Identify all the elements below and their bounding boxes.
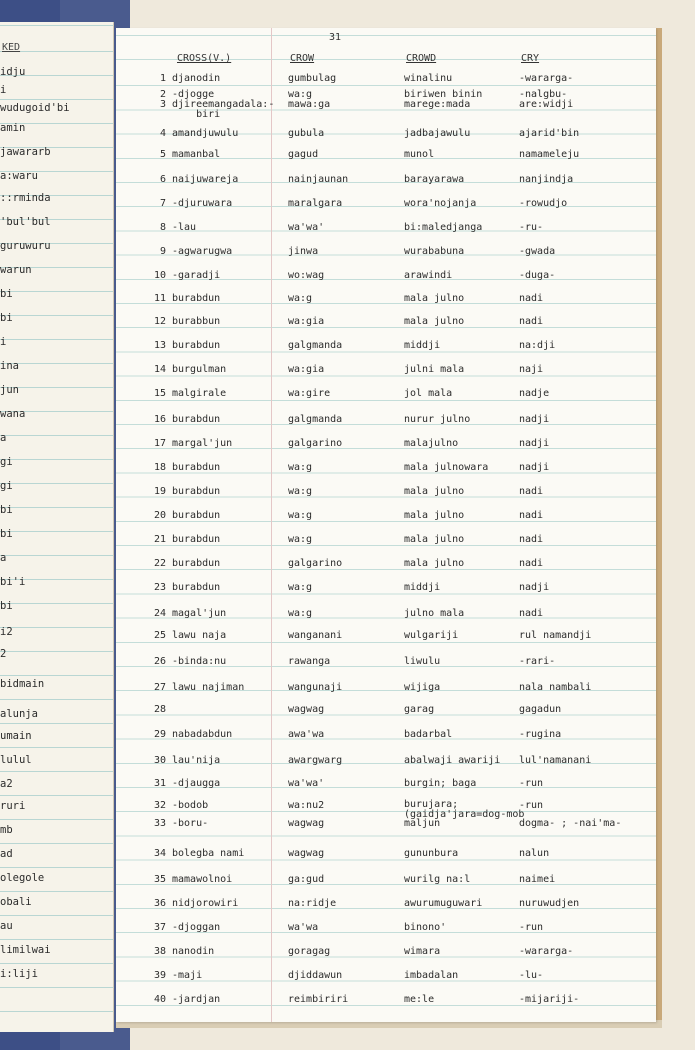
cell-c4: -lu- [519,970,544,981]
cell-c3: me:le [404,994,435,1005]
row-number: 24 [153,608,166,619]
cell-c4: nalun [519,848,550,859]
cell-c1: -djogge djireemangadala:- biri [172,89,275,120]
cell-c2: wa:g [288,510,313,521]
cell-c2: galgarino [288,558,343,569]
cell-c1: naijuwareja [172,174,239,185]
cell-c4: -gwada [519,246,556,257]
left-page-fragment: a:waru [0,170,38,182]
cell-c3: munol [404,149,435,160]
left-page-fragment: mb [0,824,13,836]
cell-c2: rawanga [288,656,331,667]
left-page [0,22,114,1032]
cell-c1: -binda:nu [172,656,227,667]
cell-c2: wa:g [288,608,313,619]
row-number: 21 [153,534,166,545]
cell-c2: galgmanda [288,414,343,425]
cell-c3: maljun [404,818,441,829]
cell-c3: arawindi [404,270,453,281]
row-number: 15 [153,388,166,399]
cell-c2: wa:g [288,534,313,545]
header-crow: CROW [290,53,315,64]
row-number: 33 [153,818,166,829]
row-number: 39 [153,970,166,981]
cell-c1: burabdun [172,293,221,304]
cell-c4: nanjindja [519,174,574,185]
row-number: 14 [153,364,166,375]
cell-c3: mala julno [404,316,465,327]
cell-c3: mala julnowara [404,462,489,473]
cell-c2: wa:g [288,462,313,473]
cell-c2: djiddawun [288,970,343,981]
cell-c1: burabdun [172,462,221,473]
cell-c1: burabdun [172,534,221,545]
row-number: 28 [153,704,166,715]
row-number: 26 [153,656,166,667]
cell-c4: -run [519,778,544,789]
cell-c3: mala julno [404,558,465,569]
cell-c2: awa'wa [288,729,325,740]
row-number: 23 [153,582,166,593]
cell-c4: nadji [519,462,550,473]
cell-c4: nadi [519,558,544,569]
cell-c3: wurilg na:l [404,874,471,885]
cell-c3: burujara; (gaidja'jara=dog-mob [404,799,525,820]
cell-c4: namameleju [519,149,580,160]
left-page-fragment: i [0,336,7,348]
cell-c4: rul namandji [519,630,592,641]
left-page-fragment: bidmain [0,678,45,690]
cell-c4: -ru- [519,222,544,233]
left-page-fragment: ina [0,360,19,372]
cell-c4: -rowudjo [519,198,568,209]
cell-c4: -nalgbu- are:widji [519,89,574,110]
cell-c1: lau'nija [172,755,221,766]
cell-c3: mala julno [404,510,465,521]
cell-c1: margal'jun [172,438,233,449]
cell-c2: gumbulag [288,73,337,84]
cell-c2: na:ridje [288,898,337,909]
cell-c3: julno mala [404,608,465,619]
row-number: 16 [153,414,166,425]
left-page-fragment: a2 [0,778,13,790]
cell-c1: -garadji [172,270,221,281]
row-number: 17 [153,438,166,449]
cell-c4: -mijariji- [519,994,580,1005]
row-number: 8 [159,222,166,233]
row-number: 12 [153,316,166,327]
cell-c2: wa'wa' [288,222,325,233]
cell-c2: wo:wag [288,270,325,281]
cell-c1: bolegba nami [172,848,245,859]
cell-c3: wurababuna [404,246,465,257]
row-number: 36 [153,898,166,909]
cell-c3: malajulno [404,438,459,449]
left-page-fragment: ad [0,848,13,860]
header-cross: CROSS(V.) [177,53,232,64]
left-page-fragment: wana [0,408,26,420]
cell-c4: -rari- [519,656,556,667]
left-page-fragment: bi [0,288,13,300]
left-page-fragment: lulul [0,754,32,766]
cell-c3: gununbura [404,848,459,859]
left-page-fragment: 'bul'bul [0,216,51,228]
left-page-fragment: alunja [0,708,38,720]
cell-c4: nala nambali [519,682,592,693]
row-number: 7 [159,198,166,209]
cell-c4: nadi [519,486,544,497]
cell-c3: awurumuguwari [404,898,483,909]
cell-c2: jinwa [288,246,319,257]
cell-c1: malgirale [172,388,227,399]
left-page-fragment: bi [0,600,13,612]
cell-c4: ajarid'bin [519,128,580,139]
cell-c1: burabdun [172,486,221,497]
row-number: 35 [153,874,166,885]
cell-c3: binono' [404,922,447,933]
left-page-fragment: ::rminda [0,192,51,204]
cell-c3: wora'nojanja [404,198,477,209]
cell-c2: gagud [288,149,319,160]
header-cry: CRY [521,53,540,64]
left-page-fragment: 2 [0,648,7,660]
left-page-fragment: bi'i [0,576,26,588]
cell-c3: middji [404,340,441,351]
cell-c4: nadje [519,388,550,399]
cell-c2: nainjaunan [288,174,349,185]
cell-c1: mamanbal [172,149,221,160]
cell-c4: na:dji [519,340,556,351]
left-page-fragment: idju [0,66,26,78]
cell-c3: wijiga [404,682,441,693]
cell-c3: wulgariji [404,630,459,641]
row-number: 19 [153,486,166,497]
left-page-fragment: bi [0,528,13,540]
cell-c3: barayarawa [404,174,465,185]
cell-c1: -bodob [172,800,209,811]
cell-c1: -boru- [172,818,209,829]
cell-c1: lawu najiman [172,682,245,693]
cell-c1: burabdun [172,510,221,521]
cell-c4: -run [519,800,544,811]
cell-c4: naji [519,364,544,375]
cell-c1: nidjorowiri [172,898,239,909]
cell-c1: burabdun [172,558,221,569]
cell-c1: nabadabdun [172,729,233,740]
cell-c1: burgulman [172,364,227,375]
cell-c2: wa'wa' [288,778,325,789]
cell-c2: wagwag [288,848,325,859]
cell-c4: nadi [519,293,544,304]
cell-c1: mamawolnoi [172,874,233,885]
row-number: 13 [153,340,166,351]
cell-c1: nanodin [172,946,215,957]
row-number: 20 [153,510,166,521]
row-number: 30 [153,755,166,766]
left-page-fragment: gi [0,480,13,492]
cell-c2: reimbiriri [288,994,349,1005]
left-page-fragment: wudugoid'bi [0,102,70,114]
cell-c2: wa:g mawa:ga [288,89,331,110]
cell-c2: gubula [288,128,325,139]
left-page-fragment: amin [0,122,26,134]
cell-c3: liwulu [404,656,441,667]
cell-c1: -maji [172,970,203,981]
cell-c3: nurur julno [404,414,471,425]
cell-c4: nadi [519,608,544,619]
cell-c1: lawu naja [172,630,227,641]
cell-c2: wa:g [288,293,313,304]
row-number: 31 [153,778,166,789]
cell-c4: nadi [519,534,544,545]
cell-c1: burabbun [172,316,221,327]
cell-c2: wa:nu2 [288,800,325,811]
cell-c2: wa'wa [288,922,319,933]
cell-c1: -djoggan [172,922,221,933]
cell-c2: wangunaji [288,682,343,693]
row-number: 2 3 [159,89,166,110]
left-page-fragment: olegole [0,872,45,884]
row-number: 5 [159,149,166,160]
row-number: 38 [153,946,166,957]
cell-c3: imbadalan [404,970,459,981]
left-page-fragment: warun [0,264,32,276]
cell-c2: awargwarg [288,755,343,766]
row-number: 10 [153,270,166,281]
cell-c3: jadbajawulu [404,128,471,139]
cell-c4: -duga- [519,270,556,281]
left-page-fragment: a [0,552,7,564]
row-number: 27 [153,682,166,693]
cell-c3: badarbal [404,729,453,740]
row-number: 4 [159,128,166,139]
row-number: 25 [153,630,166,641]
cell-c4: nadi [519,316,544,327]
cell-c4: dogma- ; -nai'ma- [519,818,622,829]
cell-c3: mala julno [404,486,465,497]
cell-c3: bi:maledjanga [404,222,483,233]
left-page-fragment: umain [0,730,32,742]
left-page-fragment: jawararb [0,146,51,158]
row-number: 22 [153,558,166,569]
cell-c1: burabdun [172,582,221,593]
left-page-fragment: jun [0,384,19,396]
right-page [116,28,656,1022]
left-page-fragment: i:liji [0,968,38,980]
margin-line [271,28,272,1022]
cell-c1: -agwarugwa [172,246,233,257]
header-crowd: CROWD [406,53,437,64]
cell-c2: wagwag [288,704,325,715]
cell-c3: burgin; baga [404,778,477,789]
row-number: 34 [153,848,166,859]
cell-c1: -lau [172,222,197,233]
cell-c3: mala julno [404,534,465,545]
row-number: 9 [159,246,166,257]
left-page-fragment: i2 [0,626,13,638]
cell-c3: garag [404,704,435,715]
cell-c2: wa:gia [288,316,325,327]
row-number: 40 [153,994,166,1005]
cell-c2: galgarino [288,438,343,449]
row-number: 6 [159,174,166,185]
cell-c1: amandjuwulu [172,128,239,139]
cell-c4: lul'namanani [519,755,592,766]
left-page-fragment: bi [0,504,13,516]
cell-c4: nuruwudjen [519,898,580,909]
row-number: 32 [153,800,166,811]
left-page-fragment: au [0,920,13,932]
cell-c2: wa:gia [288,364,325,375]
row-number: 1 [159,73,166,84]
cell-c4: gagadun [519,704,562,715]
left-page-fragment: bi [0,312,13,324]
row-number: 11 [153,293,166,304]
cell-c1: -jardjan [172,994,221,1005]
left-page-fragment: gi [0,456,13,468]
cell-c4: nadi [519,510,544,521]
cell-c4: -wararga- [519,73,574,84]
left-page-fragment: limilwai [0,944,51,956]
cell-c2: wagwag [288,818,325,829]
cell-c1: magal'jun [172,608,227,619]
cell-c3: julni mala [404,364,465,375]
cell-c4: -wararga- [519,946,574,957]
cell-c4: nadji [519,438,550,449]
cell-c4: -run [519,922,544,933]
cell-c4: nadji [519,414,550,425]
cell-c2: ga:gud [288,874,325,885]
left-page-header: KED [2,42,21,53]
left-page-fragment: i [0,84,7,96]
cell-c2: galgmanda [288,340,343,351]
cell-c1: burabdun [172,414,221,425]
cell-c4: naimei [519,874,556,885]
cell-c2: maralgara [288,198,343,209]
page-number: 31 [329,32,342,43]
left-page-fragment: guruwuru [0,240,51,252]
cell-c3: wimara [404,946,441,957]
left-page-fragment: ruri [0,800,26,812]
left-page-fragment: obali [0,896,32,908]
cell-c2: goragag [288,946,331,957]
cell-c1: -djuruwara [172,198,233,209]
cell-c1: burabdun [172,340,221,351]
left-page-fragment: a [0,432,7,444]
cell-c2: wa:gire [288,388,331,399]
cell-c3: winalinu [404,73,453,84]
row-number: 37 [153,922,166,933]
cell-c2: wa:g [288,582,313,593]
cell-c1: -djaugga [172,778,221,789]
row-number: 18 [153,462,166,473]
cell-c2: wanganani [288,630,343,641]
cell-c3: biriwen binin marege:mada [404,89,483,110]
cell-c3: abalwaji awariji [404,755,501,766]
cell-c3: mala julno [404,293,465,304]
row-number: 29 [153,729,166,740]
cell-c1: djanodin [172,73,221,84]
cell-c2: wa:g [288,486,313,497]
cell-c4: nadji [519,582,550,593]
cell-c3: middji [404,582,441,593]
cell-c3: jol mala [404,388,453,399]
cell-c4: -rugina [519,729,562,740]
